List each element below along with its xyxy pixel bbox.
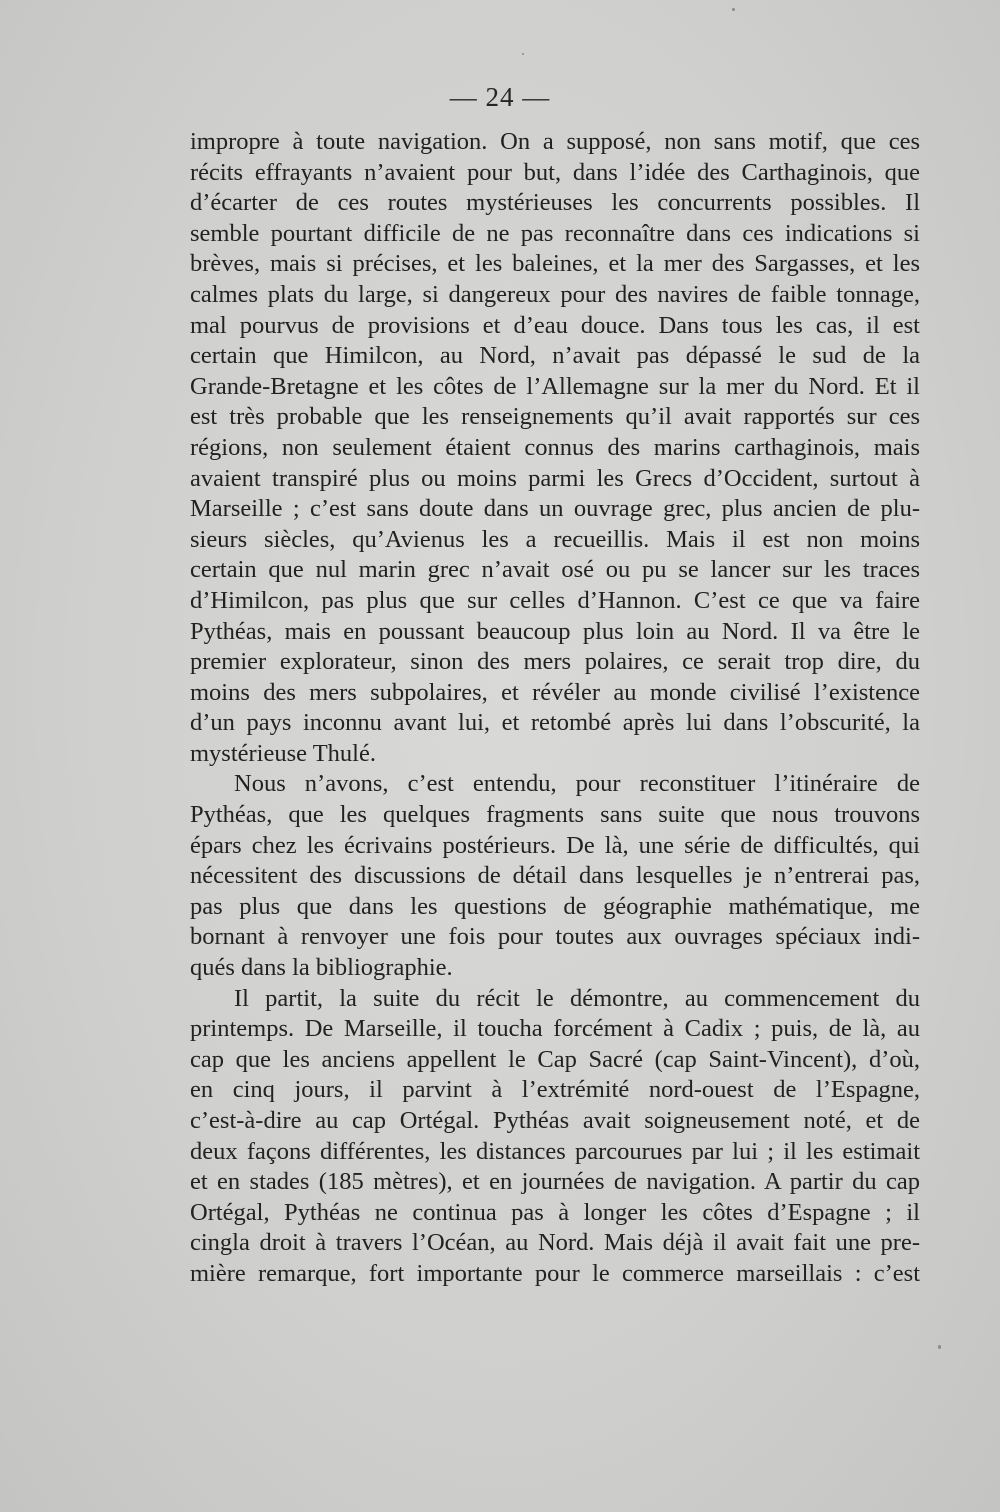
text-line: mystérieuse Thulé. xyxy=(190,739,376,767)
text-line: d’Himilcon, pas plus que sur celles d’Hannon. C’est ce que va faire xyxy=(190,586,920,614)
text-line: pas plus que dans les questions de géographie mathématique, me xyxy=(190,892,920,920)
page-number: — 24 — xyxy=(449,82,551,112)
text-line: mière remarque, fort importante pour le commerce marseillais : c’est xyxy=(190,1259,920,1287)
text-line: sieurs siècles, qu’Avienus les a recueillis. Mais il est non moins xyxy=(190,525,920,553)
text-line: mal pourvus de provisions et d’eau douce. Dans tous les cas, il est xyxy=(190,311,920,339)
text-line: nécessitent des discussions de détail dans lesquelles je n’entrerai pas, xyxy=(190,862,920,890)
text-line: qués dans la bibliographie. xyxy=(190,954,453,982)
paper-speck xyxy=(732,8,735,11)
body-text xyxy=(190,127,920,1290)
text-line: premier explorateur, sinon des mers polaires, ce serait trop dire, du xyxy=(190,648,920,676)
text-line: Grande-Bretagne et les côtes de l’Allemagne sur la mer du Nord. Et il xyxy=(190,372,920,400)
text-line: Pythéas, mais en poussant beaucoup plus loin au Nord. Il va être le xyxy=(190,617,920,645)
text-line: brèves, mais si précises, et les baleines, et la mer des Sargasses, et les xyxy=(190,250,920,278)
text-line: moins des mers subpolaires, et révéler au monde civilisé l’existence xyxy=(190,678,920,706)
text-line: avaient transpiré plus ou moins parmi les Grecs d’Occident, surtout à xyxy=(190,464,920,492)
text-line: bornant à renvoyer une fois pour toutes aux ouvrages spéciaux indi- xyxy=(190,923,920,951)
text-line: cingla droit à travers l’Océan, au Nord. Mais déjà il avait fait une pre- xyxy=(190,1229,920,1257)
text-line: Nous n’avons, c’est entendu, pour reconstituer l’itinéraire de xyxy=(234,770,920,798)
text-line: calmes plats du large, si dangereux pour des navires de faible tonnage, xyxy=(190,280,920,308)
text-line: épars chez les écrivains postérieurs. De là, une série de difficultés, qui xyxy=(190,831,920,859)
text-line: Ortégal, Pythéas ne continua pas à longer les côtes d’Espagne ; il xyxy=(190,1198,920,1226)
text-line: Pythéas, que les quelques fragments sans suite que nous trouvons xyxy=(190,801,920,829)
text-line: récits effrayants n’avaient pour but, dans l’idée des Carthaginois, que xyxy=(190,158,920,186)
text-line: en cinq jours, il parvint à l’extrémité nord-ouest de l’Espagne, xyxy=(190,1076,920,1104)
paragraph-3 xyxy=(190,984,920,1290)
text-line: Marseille ; c’est sans doute dans un ouvrage grec, plus ancien de plu- xyxy=(190,495,920,523)
text-line: impropre à toute navigation. On a supposé, non sans motif, que ces xyxy=(190,128,920,155)
paper-speck xyxy=(522,53,524,55)
text-line: d’un pays inconnu avant lui, et retombé après lui dans l’obscurité, la xyxy=(190,709,920,737)
text-line: d’écarter de ces routes mystérieuses les concurrents possibles. Il xyxy=(190,189,920,217)
paragraph-1 xyxy=(190,127,920,769)
text-line: est très probable que les renseignements qu’il avait rapportés sur ces xyxy=(190,403,920,431)
paper-speck xyxy=(938,1345,941,1349)
text-line: régions, non seulement étaient connus des marins carthaginois, mais xyxy=(190,433,920,461)
text-line: deux façons différentes, les distances parcourues par lui ; il les estimait xyxy=(190,1137,920,1165)
text-line: semble pourtant difficile de ne pas reconnaître dans ces indications si xyxy=(190,219,920,247)
text-line: c’est-à-dire au cap Ortégal. Pythéas avait soigneusement noté, et de xyxy=(190,1107,920,1134)
text-line: certain que Himilcon, au Nord, n’avait pas dépassé le sud de la xyxy=(190,342,920,370)
text-line: et en stades (185 mètres), et en journées de navigation. A partir du cap xyxy=(190,1168,920,1196)
text-line: Il partit, la suite du récit le démontre, au commencement du xyxy=(234,984,920,1012)
text-line: cap que les anciens appellent le Cap Sacré (cap Saint-Vincent), d’où, xyxy=(190,1045,920,1073)
text-line: certain que nul marin grec n’avait osé ou pu se lancer sur les traces xyxy=(190,556,920,584)
text-line: printemps. De Marseille, il toucha forcément à Cadix ; puis, de là, au xyxy=(190,1015,920,1043)
paragraph-2 xyxy=(190,769,920,983)
